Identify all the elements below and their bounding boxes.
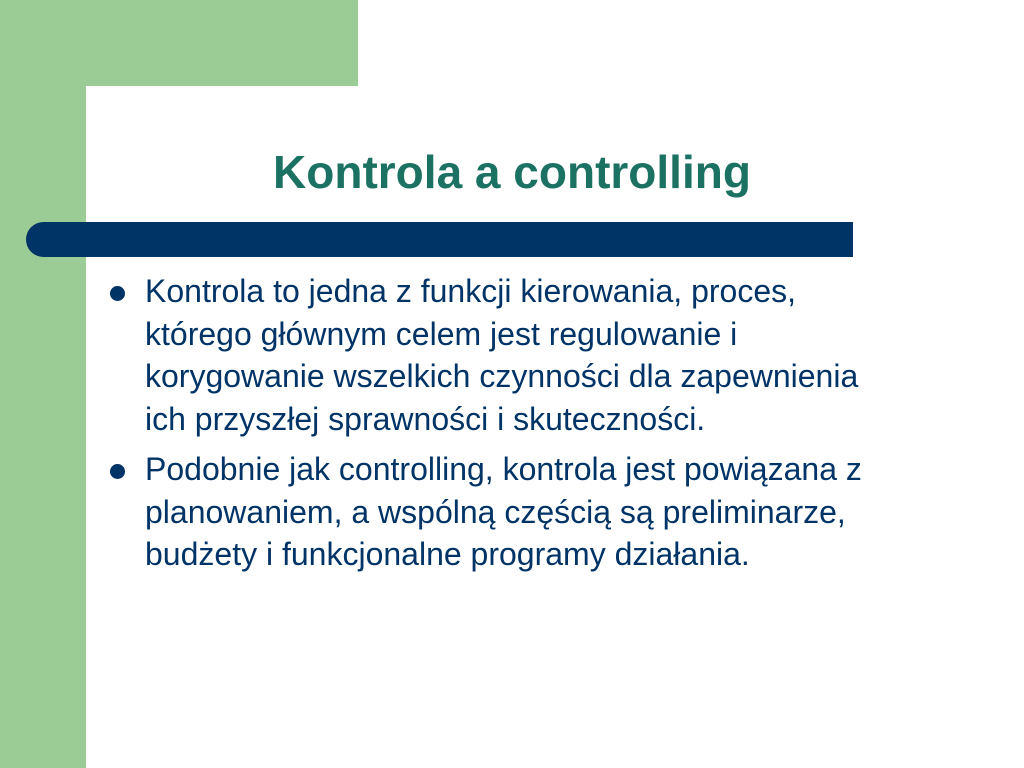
bullet-dot-icon	[110, 464, 125, 479]
green-side-band	[0, 0, 86, 768]
bullet-text: Kontrola to jedna z funkcji kierowania, proces, którego głównym celem jest regulowanie i korygowanie wszelkich czynności dla zapewnienia ich przyszłej sprawności i skuteczności.	[145, 273, 859, 437]
slide-title: Kontrola a controlling	[273, 146, 751, 198]
bullet-item	[104, 448, 864, 576]
title-underline-bar	[26, 222, 853, 257]
bullet-item	[104, 270, 864, 440]
bullet-list	[104, 270, 864, 584]
bullet-text: Podobnie jak controlling, kontrola jest powiązana z planowaniem, a wspólną częścią są preliminarze, budżety i funkcjonalne programy działania.	[145, 451, 862, 572]
green-top-band	[0, 0, 358, 86]
bullet-dot-icon	[110, 286, 125, 301]
